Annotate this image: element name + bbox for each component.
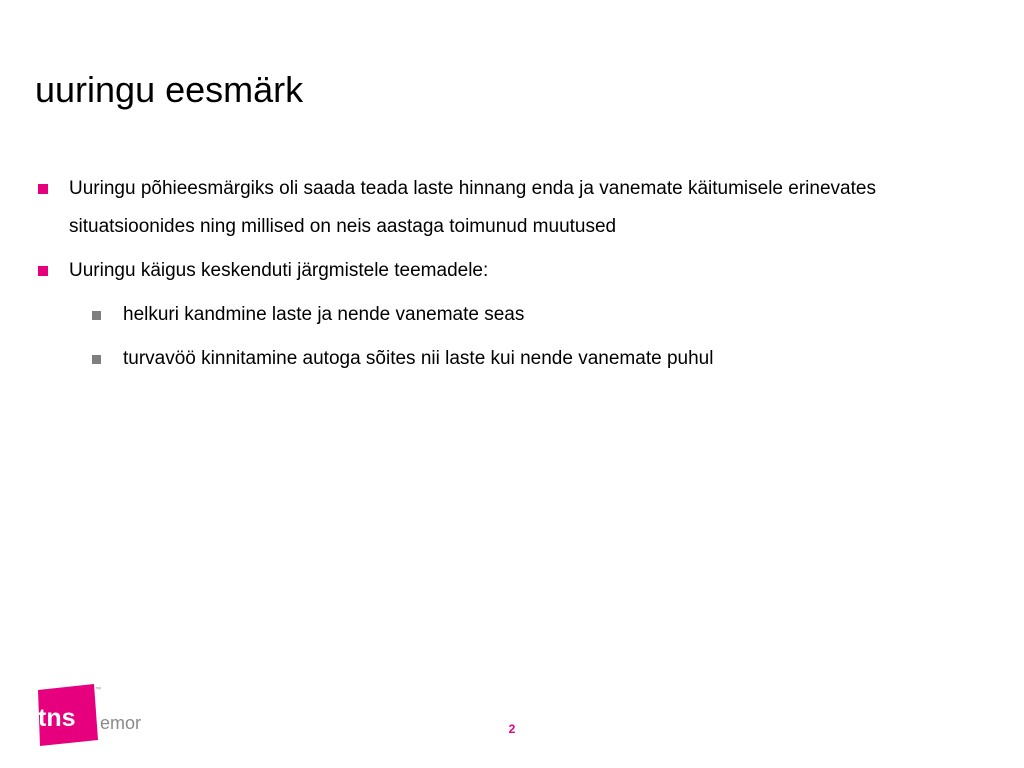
bullet-text: Uuringu põhieesmärgiks oli saada teada laste hinnang enda ja vanemate käitumisele erinevates situatsioonides ning millised on neis aastaga toimunud muutused (69, 178, 876, 237)
tns-emor-logo (34, 684, 146, 746)
slide-title: uuringu eesmärk (35, 69, 304, 110)
bullet-list (0, 170, 1024, 384)
logo-tns-text: tns (38, 704, 76, 732)
sub-bullet-item (69, 340, 904, 378)
bullet-item-objective (0, 170, 1024, 246)
bullet-text: Uuringu käigus keskenduti järgmistele teemadele: (69, 260, 489, 281)
bullet-item-topics (0, 252, 1024, 378)
sub-bullet-text: turvavöö kinnitamine autoga sõites nii laste kui nende vanemate puhul (123, 348, 714, 369)
sub-bullet-text: helkuri kandmine laste ja nende vanemate seas (123, 304, 525, 325)
sub-bullet-list (69, 296, 904, 378)
logo-trademark: ™ (95, 687, 101, 693)
logo-emor-text: emor (100, 713, 142, 733)
square-bullet-icon (38, 266, 48, 276)
sub-bullet-item (69, 296, 904, 334)
square-sub-bullet-icon (92, 355, 101, 364)
square-sub-bullet-icon (92, 311, 101, 320)
page-number: 2 (508, 722, 516, 736)
square-bullet-icon (38, 184, 48, 194)
